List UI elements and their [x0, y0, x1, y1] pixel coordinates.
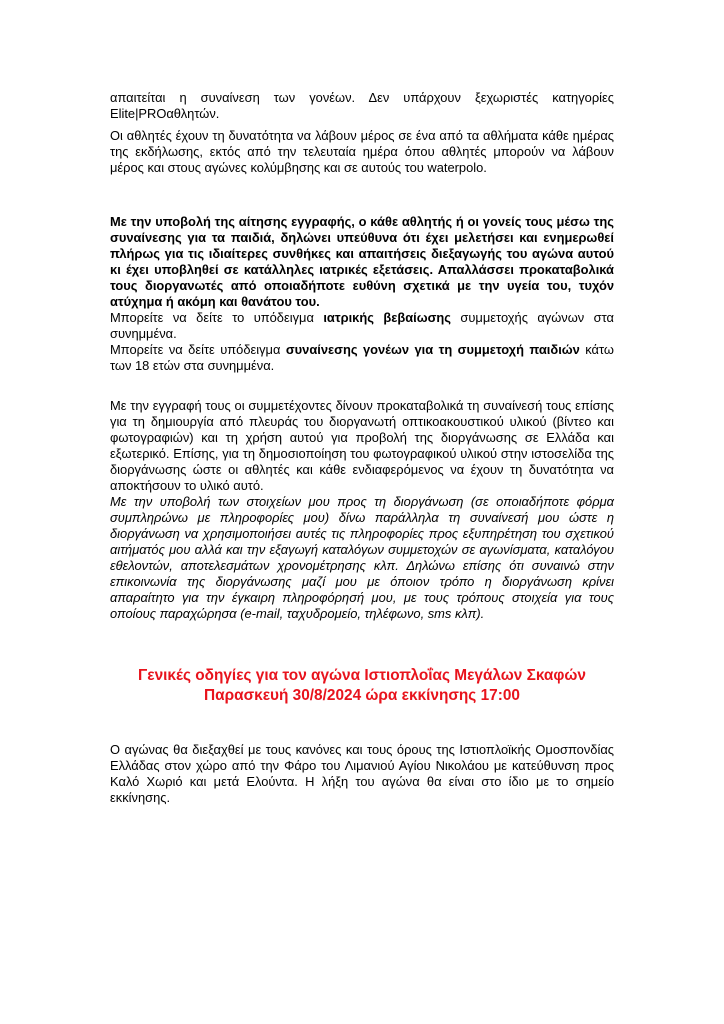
section-media-consent: [110, 398, 614, 622]
paragraph-parental-form: [110, 342, 614, 374]
heading-title: Γενικές οδηγίες για τον αγώνα Ιστιοπλοΐας Μεγάλων Σκαφών: [138, 667, 586, 684]
section-participation: [110, 128, 614, 176]
parental-text-post: κάτω των 18 ετών στα συνημμένα.: [110, 342, 614, 373]
paragraph-media-consent: Με την εγγραφή τους οι συμμετέχοντες δίνουν προκαταβολικά τη συναίνεσή τους επίσης για τη δημιουργία από πλευράς του διοργανωτή οπτικοακουστικού υλικού (βίντεο και φωτογραφιών) και τη χρήση αυτού για προβολή της διοργάνωσης σε Ελλάδα και εξωτερικό. Επίσης, για τη δημοσιοποίηση του φωτογραφικού υλικού στην ιστοσελίδα της διοργάνωσης ώστε οι αθλητές και κάθε ενδιαφερόμενος να έχουν τη δυνατότητα να αποκτήσουν το υλικό αυτό.: [110, 398, 614, 493]
parental-text-pre: Μπορείτε να δείτε υπόδειγμα: [110, 342, 286, 357]
medical-text-pre: Μπορείτε να δείτε το υπόδειγμα: [110, 310, 324, 325]
medical-text-post: συμμετοχής αγώνων στα συνημμένα.: [110, 310, 614, 341]
paragraph-data-consent: Με την υποβολή των στοιχείων μου προς τη διοργάνωση (σε οποιαδήποτε φόρμα συμπληρώνω με πληροφορίες μου) δίνω παράλληλα τη συναίνεσή μου ώστε η διοργάνωση να χρησιμοποιήσει αυτές τις πληροφορίες προς εξυπηρέτηση του σχετικού αιτήματός μου αλλά και την εξαγωγή καταλόγων συμμετοχών σε αγωνίσματα, καταλόγου εθελοντών, αποτελεσμάτων χρονομέτρησης κλπ. Δηλώνω επίσης ότι συναινώ στην επικοινωνία της διοργάνωσης μαζί μου με όποιον τρόπο η διοργάνωση κρίνει απαραίτητο για την έγκαιρη πληροφόρησή μου, με τους τρόπους στοιχεία για τους οποίους παραχώρησα (e-mail, ταχυδρομείο, τηλέφωνο, sms κλπ).: [110, 494, 614, 621]
medical-certificate-link-text: ιατρικής βεβαίωσης: [323, 310, 451, 325]
paragraph-race-rules: Ο αγώνας θα διεξαχθεί με τους κανόνες και τους όρους της Ιστιοπλοϊκής Ομοσπονδίας Ελλάδας στον χώρο από την Φάρο του Λιμανιού Αγίου Νικολάου με κατεύθυνση προς Καλό Χωριό και μετά Ελούντα. Η λήξη του αγώνα θα είναι στο ίδιο με το σημείο εκκίνησης.: [110, 742, 614, 805]
section-parental-consent: [110, 90, 614, 122]
paragraph-parental-consent: απαιτείται η συναίνεση των γονέων. Δεν υπάρχουν ξεχωριστές κατηγορίες Elite|PROαθλητών.: [110, 90, 614, 121]
sailing-race-heading: [90, 666, 634, 706]
parental-consent-link-text: συναίνεσης γονέων για τη συμμετοχή παιδιών: [285, 342, 580, 357]
paragraph-participation: Οι αθλητές έχουν τη δυνατότητα να λάβουν μέρος σε ένα από τα αθλήματα κάθε ημέρας της εκδήλωσης, εκτός από την τελευταία ημέρα όπου αθλητές μπορούν να λάβουν μέρος και στους αγώνες κολύμβησης και σε αυτούς του waterpolo.: [110, 128, 614, 175]
section-responsibility: [110, 214, 614, 374]
heading-date-time: Παρασκευή 30/8/2024 ώρα εκκίνησης 17:00: [204, 687, 520, 704]
section-race-rules: [110, 742, 614, 806]
paragraph-responsibility: Με την υποβολή της αίτησης εγγραφής, ο κάθε αθλητής ή οι γονείς τους μέσω της συναίνεσης για τα παιδιά, δηλώνει υπεύθυνα ότι έχει μελετήσει και ενημερωθεί πλήρως για τις ιδιαίτερες συνθήκες και απαιτήσεις διεξαγωγής του αγώνα αυτού κι έχει υποβληθεί σε κατάλληλες ιατρικές εξετάσεις. Απαλλάσσει προκαταβολικά τους διοργανωτές από οποιαδήποτε ευθύνη σχετικά με την υγεία του, τυχόν ατύχημα ή ακόμη και θανάτου του.: [110, 214, 614, 309]
paragraph-medical-certificate: [110, 310, 614, 342]
